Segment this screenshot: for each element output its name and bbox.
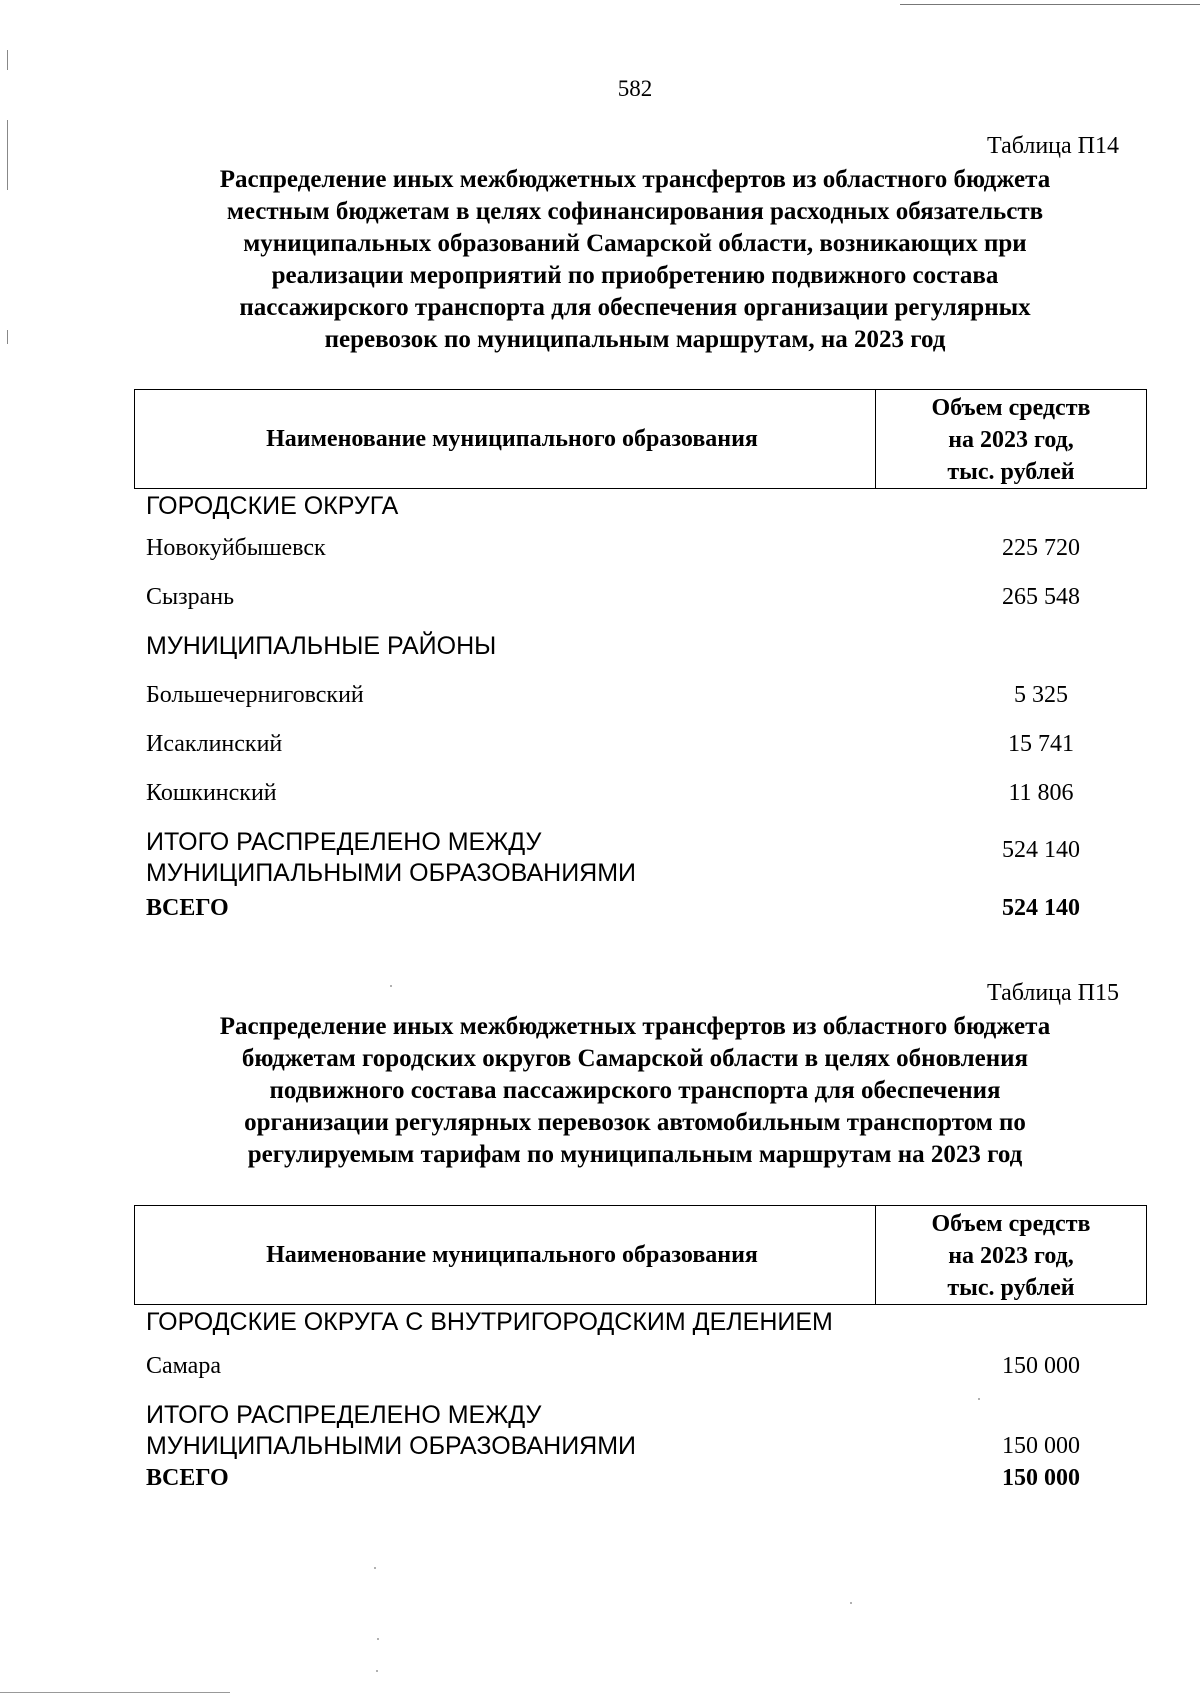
header-amount xyxy=(876,1206,1146,1304)
scan-speck xyxy=(377,1638,379,1640)
grand-total-row xyxy=(146,1463,1146,1494)
page-number: 582 xyxy=(617,76,653,101)
title-line: подвижного состава пассажирского транспорта для обеспечения xyxy=(269,1077,1001,1104)
scan-edge-line xyxy=(0,1692,230,1693)
scan-margin-mark xyxy=(7,120,8,190)
row-name: Кошкинский xyxy=(146,780,277,806)
row-value: 150 000 xyxy=(1002,1465,1080,1491)
row-name: ВСЕГО xyxy=(146,895,229,921)
header-amount-line: Объем средств xyxy=(931,395,1091,421)
row-name: Исаклинский xyxy=(146,731,283,757)
title-line: перевозок по муниципальным маршрутам, на 2023 год xyxy=(324,326,946,353)
title-line: муниципальных образований Самарской области, возникающих при xyxy=(243,230,1027,257)
title-line: реализации мероприятий по приобретению подвижного состава xyxy=(271,262,999,289)
title-line: пассажирского транспорта для обеспечения организации регулярных xyxy=(239,294,1031,321)
header-amount-line: тыс. рублей xyxy=(947,1275,1075,1301)
title-line: Распределение иных межбюджетных трансфертов из областного бюджета xyxy=(219,1013,1051,1040)
row-name: ВСЕГО xyxy=(146,1465,229,1491)
row-value: 524 140 xyxy=(1002,837,1080,863)
grand-total-row xyxy=(146,893,1146,924)
title-line: регулируемым тарифам по муниципальным маршрутам на 2023 год xyxy=(247,1141,1023,1168)
table-row xyxy=(146,1351,1146,1382)
title-line: Распределение иных межбюджетных трансфертов из областного бюджета xyxy=(219,166,1051,193)
scan-speck xyxy=(374,1567,376,1569)
header-amount-line: Объем средств xyxy=(931,1211,1091,1237)
scan-margin-mark xyxy=(7,330,8,344)
row-value: 150 000 xyxy=(1002,1433,1080,1459)
total-distributed-row xyxy=(146,827,1146,889)
table-row xyxy=(146,729,1146,760)
row-name: Сызрань xyxy=(146,584,235,610)
row-name: ИТОГО РАСПРЕДЕЛЕНО МЕЖДУ xyxy=(146,1401,542,1429)
scan-speck xyxy=(978,1398,980,1400)
row-value: 524 140 xyxy=(1002,895,1080,921)
row-value: 150 000 xyxy=(1002,1353,1080,1379)
table-header-p14 xyxy=(134,389,1147,489)
row-value: 11 806 xyxy=(1008,780,1074,806)
table-row xyxy=(146,680,1146,711)
title-line: организации регулярных перевозок автомобильным транспортом по xyxy=(244,1109,1026,1136)
row-name-continued: МУНИЦИПАЛЬНЫМИ ОБРАЗОВАНИЯМИ xyxy=(146,1432,637,1460)
scan-margin-mark xyxy=(7,50,8,70)
title-line: местным бюджетам в целях софинансирования расходных обязательств xyxy=(226,198,1044,225)
table-label-p15: Таблица П15 xyxy=(987,980,1119,1006)
row-value: 15 741 xyxy=(1008,731,1074,757)
header-amount xyxy=(876,390,1146,488)
header-amount-line: на 2023 год, xyxy=(948,1243,1074,1269)
section-row xyxy=(146,491,1146,522)
row-name: Новокуйбышевск xyxy=(146,535,326,561)
header-name: Наименование муниципального образования xyxy=(135,1206,876,1304)
table-row xyxy=(146,778,1146,809)
table-label-p14: Таблица П14 xyxy=(987,133,1119,159)
scan-speck xyxy=(850,1602,852,1604)
table-title-p15 xyxy=(120,1011,1150,1171)
header-name: Наименование муниципального образования xyxy=(135,390,876,488)
row-value: 5 325 xyxy=(1014,682,1068,708)
header-amount-line: на 2023 год, xyxy=(948,427,1074,453)
table-row xyxy=(146,533,1146,564)
table-header-p15 xyxy=(134,1205,1147,1305)
row-value: 225 720 xyxy=(1002,535,1080,561)
scan-speck xyxy=(376,1670,378,1672)
header-amount-line: тыс. рублей xyxy=(947,459,1075,485)
total-distributed-row xyxy=(146,1400,1146,1462)
row-name: МУНИЦИПАЛЬНЫЕ РАЙОНЫ xyxy=(146,632,497,660)
table-title-p14 xyxy=(120,164,1150,356)
table-row xyxy=(146,582,1146,613)
section-row xyxy=(146,1307,1146,1338)
row-name: Большечерниговский xyxy=(146,682,364,708)
scan-edge-line xyxy=(900,4,1200,5)
row-value: 265 548 xyxy=(1002,584,1080,610)
row-name-continued: МУНИЦИПАЛЬНЫМИ ОБРАЗОВАНИЯМИ xyxy=(146,859,637,887)
section-row xyxy=(146,631,1146,662)
scan-speck xyxy=(390,985,392,987)
title-line: бюджетам городских округов Самарской области в целях обновления xyxy=(241,1045,1029,1072)
row-name: ГОРОДСКИЕ ОКРУГА xyxy=(146,492,399,520)
row-name: Самара xyxy=(146,1353,221,1379)
row-name: ИТОГО РАСПРЕДЕЛЕНО МЕЖДУ xyxy=(146,828,542,856)
row-name: ГОРОДСКИЕ ОКРУГА С ВНУТРИГОРОДСКИМ ДЕЛЕНИЕМ xyxy=(146,1308,833,1336)
